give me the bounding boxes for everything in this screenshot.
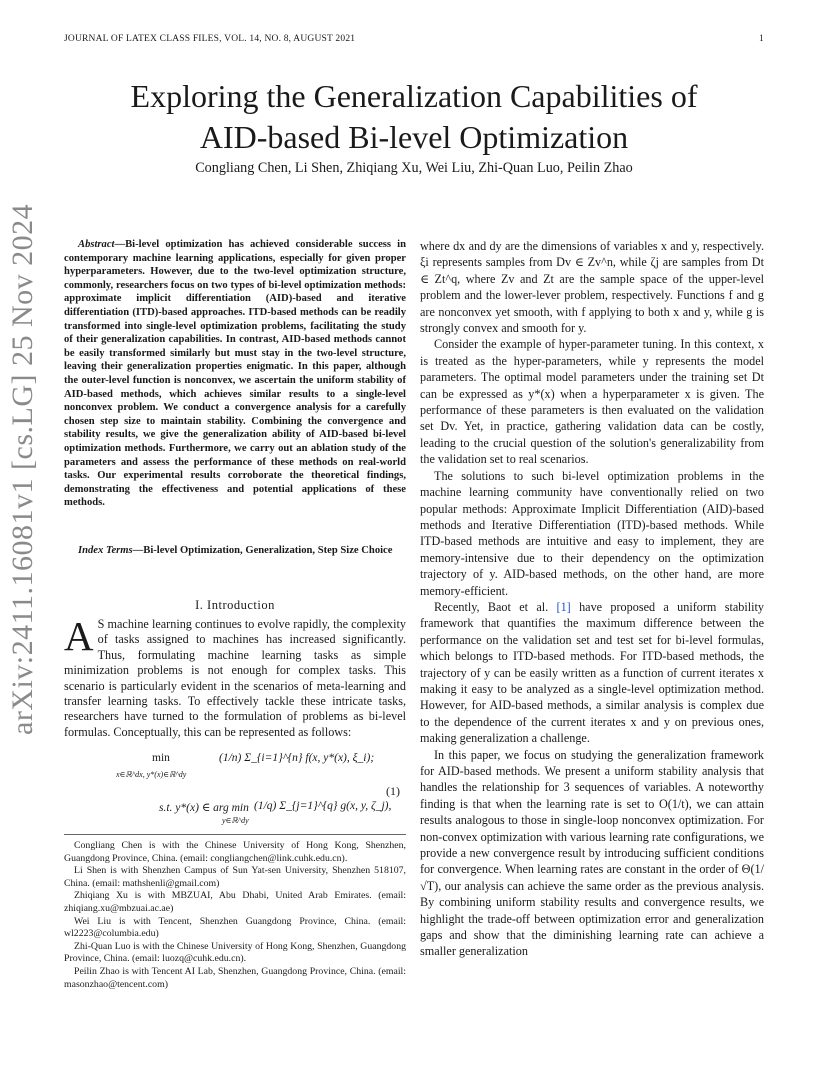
- running-header: [64, 34, 764, 44]
- eq-lower-objective: (1/q) Σ_{j=1}^{q} g(x, y, ζ_j),: [254, 800, 392, 812]
- eq-objective: (1/n) Σ_{i=1}^{n} f(x, y*(x), ξ_i);: [219, 752, 375, 764]
- page-number: 1: [759, 34, 764, 44]
- abstract-body: —Bi-level optimization has achieved considerable success in contemporary machine learning applications, especially for given proper hyperparameters. However, due to the two-level optimization structure, commonly, researchers focus on two types of bi-level optimization methods: approximate implicit differentiation (AID)-based and iterative differentiation (ITD)-based approaches. ITD-based methods can be readily transformed into single-level optimization problems, facilitating the study of their generalization capabilities. In contrast, AID-based methods cannot be easily transformed similarly but must stay in the two-level structure, leaving their generalization properties enigmatic. In this paper, although the outer-level function is nonconvex, we ascertain the uniform stability of AID-based methods, which achieves similar results to a single-level nonconvex problem. We conduct a convergence analysis for a carefully chosen step size to maintain stability. Combining the convergence and stability results, we give the generalization ability of AID-based bi-level optimization methods. Furthermore, we carry out an ablation study of the parameters and assess the performance of these methods on real-world tasks. Our experimental results corroborate the theoretical findings, demonstrating the effectiveness and potential applications of these methods.: [64, 239, 406, 509]
- footnote: Zhiqiang Xu is with MBZUAI, Abu Dhabi, United Arab Emirates. (email: zhiqiang.xu@mbzuai.ac.ae): [64, 890, 406, 914]
- footnote-rule: [64, 834, 406, 835]
- intro-body: S machine learning continues to evolve rapidly, the complexity of tasks assigned to machines has increased significantly. Thus, formulating machine learning tasks as simple minimization problems is not enough for complex tasks. This scenario is particularly evident in the scenarios of meta-learning and transfer learning tasks. To effectively tackle these intricate tasks, researchers have turned to the formulation of problems as bi-level formulas. Conceptually, this can be represented as follows:: [64, 617, 406, 739]
- eq-min: min: [152, 752, 170, 764]
- related-work-pre: Recently, Baot et al.: [434, 599, 557, 614]
- paragraph-contribution: In this paper, we focus on studying the generalization framework for AID-based methods. We present a uniform stability analysis that handles the relationship for 3 sequences of variables. A noteworthy finding is that when the learning rate is set to O(1/t), we can attain results analogous to those in single-loop nonconvex optimization. For non-convex optimization with various learning rate configurations, we provide a new convergence result by introducing sufficient conditions for convergence. When learning rates are constant in the order of Θ(1/√T), our analysis can achieve the same order as the previous analysis. By combining uniform stability results and convergence results, we highlight the trade-off between optimization error and generalization gaps and show that the diminishing learning rate can achieve a smaller generalization: [420, 747, 764, 959]
- paragraph-related-work: [420, 599, 764, 747]
- abstract-label: Abstract: [78, 239, 115, 250]
- eq-min-subscript: x∈ℝ^dx, y*(x)∈ℝ^dy: [116, 770, 187, 779]
- index-terms-label: Index Terms: [78, 545, 133, 556]
- title-line-2: AID-based Bi-level Optimization: [199, 119, 629, 155]
- footnote: Congliang Chen is with the Chinese University of Hong Kong, Shenzhen, Guangdong Province, China. (email: congliangchen@link.cuhk.edu.cn).: [64, 840, 406, 864]
- author-list: Congliang Chen, Li Shen, Zhiqiang Xu, Wei Liu, Zhi-Quan Luo, Peilin Zhao: [195, 160, 633, 176]
- footnote: Wei Liu is with Tencent, Shenzhen Guangdong Province, China. (email: wl2223@columbia.edu): [64, 915, 406, 940]
- footnotes: [64, 840, 406, 991]
- footnote: Zhi-Quan Luo is with the Chinese University of Hong Kong, Shenzhen, Guangdong Province, China. (email: luozq@cuhk.edu.cn).: [64, 940, 406, 965]
- intro-paragraph: [64, 613, 406, 740]
- paper-title: [64, 76, 764, 158]
- footnote: Li Shen is with Shenzhen Campus of Sun Yat-sen University, Shenzhen 518107, China. (email: mathshenli@gmail.com): [64, 865, 406, 889]
- eq-argmin-subscript: y∈ℝ^dy: [222, 816, 249, 825]
- paragraph-hyperparameter: Consider the example of hyper-parameter tuning. In this context, x is treated as the hyper-parameters, while y represents the model parameters. The optimal model parameters under the training set Dt can be expressed as y*(x) when a hyperparameter x is given. The performance of these parameters is then evaluated on the validation set Dv. Yet, in practice, gathering validation data can be costly, leading to the crucial question of the solution's generalizability from the validation set to real scenarios.: [420, 337, 764, 467]
- citation-link[interactable]: [1]: [556, 599, 571, 614]
- arxiv-sidebar-id: arXiv:2411.16081v1 [cs.LG] 25 Nov 2024: [6, 203, 39, 735]
- section-heading-introduction: I. Introduction: [195, 598, 275, 612]
- journal-name: JOURNAL OF LATEX CLASS FILES, VOL. 14, NO. 8, AUGUST 2021: [64, 34, 356, 44]
- index-terms-body: —Bi-level Optimization, Generalization, Step Size Choice: [132, 545, 393, 556]
- related-work-post: have proposed a uniform stability framework that quantifies the maximum difference between the performance on the validation set and test set for bi-level formulas, which belongs to ITD-based methods. For ITD-based methods, the trajectory of y can be easily written as a function of current iterates x making it easy to be analyzed as a single-level optimization method. However, for AID-based methods, a similar analysis is complex due to the dependence of the current iterates x and y on previous ones, making generalization a challenge.: [420, 599, 764, 746]
- paragraph-methods: The solutions to such bi-level optimization problems in the machine learning community have conventionally relied on two popular methods: Approximate Implicit Differentiation (AID)-based methods and Iterative Differentiation (ITD)-based methods. While ITD-based methods are intuitive and easy to implement, they are memory-intensive due to their dependency on the optimization trajectory of y. AID-based methods, on the other hand, are more memory-efficient.: [420, 468, 764, 598]
- title-line-1: Exploring the Generalization Capabilities of: [130, 78, 698, 114]
- right-column-body: [420, 238, 764, 960]
- eq-constraint: s.t. y*(x) ∈ arg min: [159, 802, 249, 814]
- drop-cap: A: [64, 613, 94, 659]
- equation-number: (1): [386, 784, 400, 798]
- footnote: Peilin Zhao is with Tencent AI Lab, Shenzhen, Guangdong Province, China. (email: masonzhao@tencent.com): [64, 965, 406, 990]
- abstract: [64, 238, 406, 510]
- index-terms: [64, 544, 406, 558]
- paragraph-variables: where dx and dy are the dimensions of variables x and y, respectively. ξi represents samples from Dv ∈ Zv^n, while ζj are samples from Dt ∈ Zt^q, where Zv and Zt are the sample space of the upper-level problem and the lower-lever problem, respectively. Functions f and g are nonconvex yet smooth, with f applying to both x and y, while g is strongly convex and smooth for y.: [420, 239, 764, 336]
